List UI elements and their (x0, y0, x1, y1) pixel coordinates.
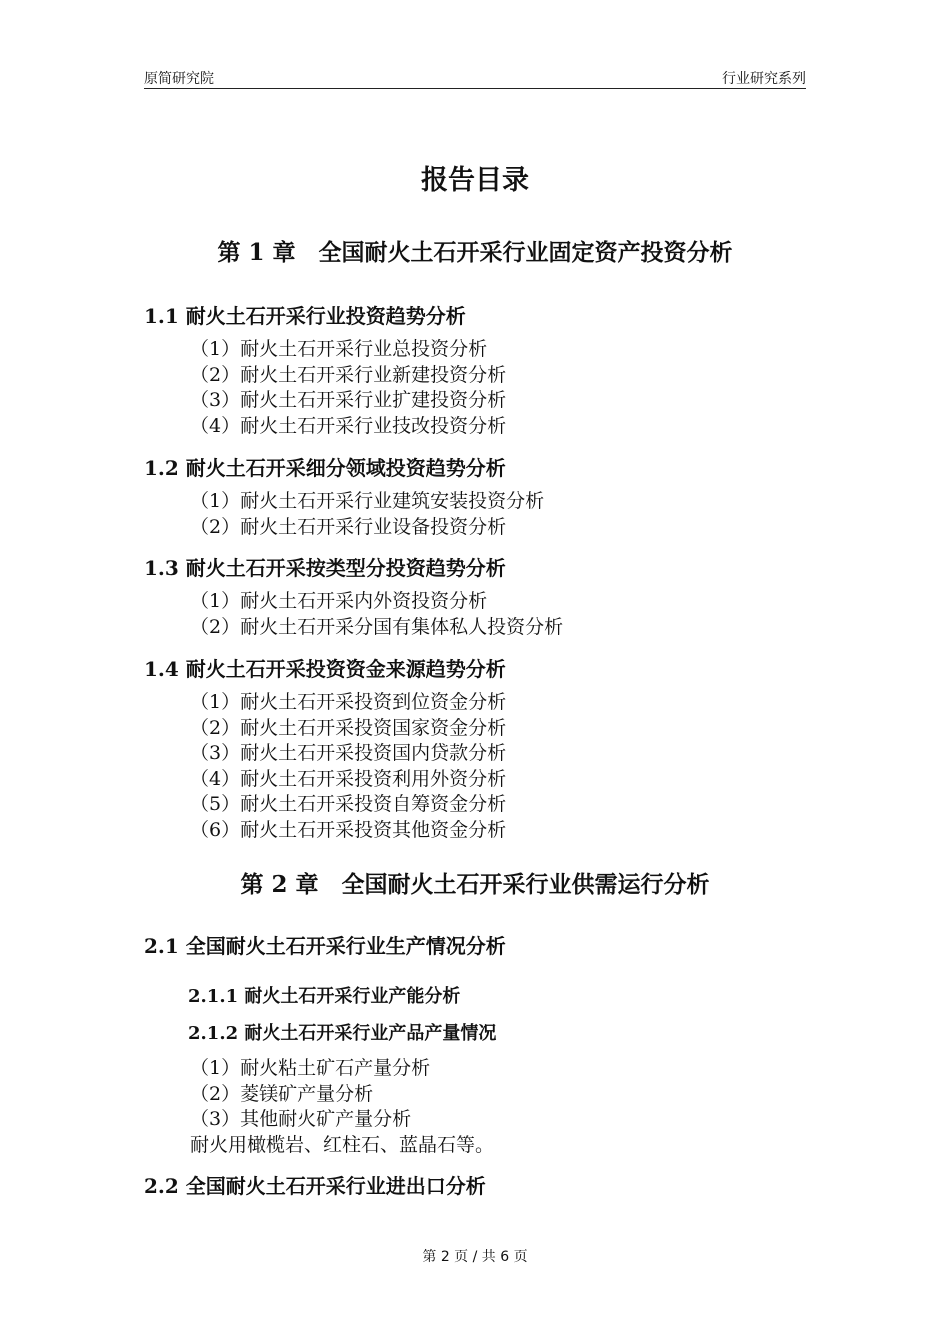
section-2-1: 2.1 全国耐火土石开采行业生产情况分析 (144, 934, 506, 958)
list-item: （2）耐火土石开采分国有集体私人投资分析 (190, 615, 564, 638)
page-footer: 第 2 页 / 共 6 页 (422, 1249, 528, 1265)
header-left: 原简研究院 (144, 71, 214, 87)
section-1-1: 1.1 耐火土石开采行业投资趋势分析 (144, 304, 466, 328)
list-item: （1）耐火土石开采行业建筑安装投资分析 (190, 490, 545, 512)
section-2-2: 2.2 全国耐火土石开采行业进出口分析 (144, 1174, 486, 1198)
section-1-4-list (190, 690, 506, 843)
section-1-1-list (190, 337, 506, 439)
subsection-2-1-2: 2.1.2 耐火土石开采行业产品产量情况 (188, 1023, 497, 1044)
list-item: （3）耐火土石开采投资国内贷款分析 (190, 742, 507, 764)
report-title: 报告目录 (421, 165, 529, 196)
subsection-2-1-1: 2.1.1 耐火土石开采行业产能分析 (188, 986, 461, 1007)
list-item: （2）耐火土石开采行业设备投资分析 (190, 515, 507, 538)
list-item: （2）耐火土石开采投资国家资金分析 (190, 716, 507, 739)
section-1-2-list (190, 489, 544, 540)
section-1-3-list (190, 589, 563, 640)
list-item: （3）耐火土石开采行业扩建投资分析 (190, 389, 507, 411)
list-item: （6）耐火土石开采投资其他资金分析 (190, 818, 507, 841)
header-right: 行业研究系列 (722, 71, 806, 87)
list-item: （2）耐火土石开采行业新建投资分析 (190, 363, 507, 386)
list-item: 耐火用橄榄岩、红柱石、蓝晶石等。 (190, 1133, 495, 1156)
list-item: （1）耐火土石开采投资到位资金分析 (190, 691, 507, 713)
chapter-1-title: 第 1 章 全国耐火土石开采行业固定资产投资分析 (217, 239, 733, 266)
list-item: （4）耐火土石开采行业技改投资分析 (190, 414, 507, 437)
list-item: （2）菱镁矿产量分析 (190, 1082, 374, 1105)
list-item: （1）耐火土石开采内外资投资分析 (190, 590, 488, 612)
list-item: （3）其他耐火矿产量分析 (190, 1108, 412, 1130)
section-1-3: 1.3 耐火土石开采按类型分投资趋势分析 (144, 556, 506, 580)
section-1-2: 1.2 耐火土石开采细分领域投资趋势分析 (144, 456, 506, 480)
chapter-2-title: 第 2 章 全国耐火土石开采行业供需运行分析 (240, 871, 710, 898)
section-2-1-2-list (190, 1056, 494, 1158)
page-header (144, 68, 806, 89)
list-item: （1）耐火土石开采行业总投资分析 (190, 338, 488, 360)
list-item: （5）耐火土石开采投资自筹资金分析 (190, 793, 507, 815)
list-item: （1）耐火粘土矿石产量分析 (190, 1057, 431, 1079)
section-1-4: 1.4 耐火土石开采投资资金来源趋势分析 (144, 657, 506, 681)
list-item: （4）耐火土石开采投资利用外资分析 (190, 767, 507, 790)
